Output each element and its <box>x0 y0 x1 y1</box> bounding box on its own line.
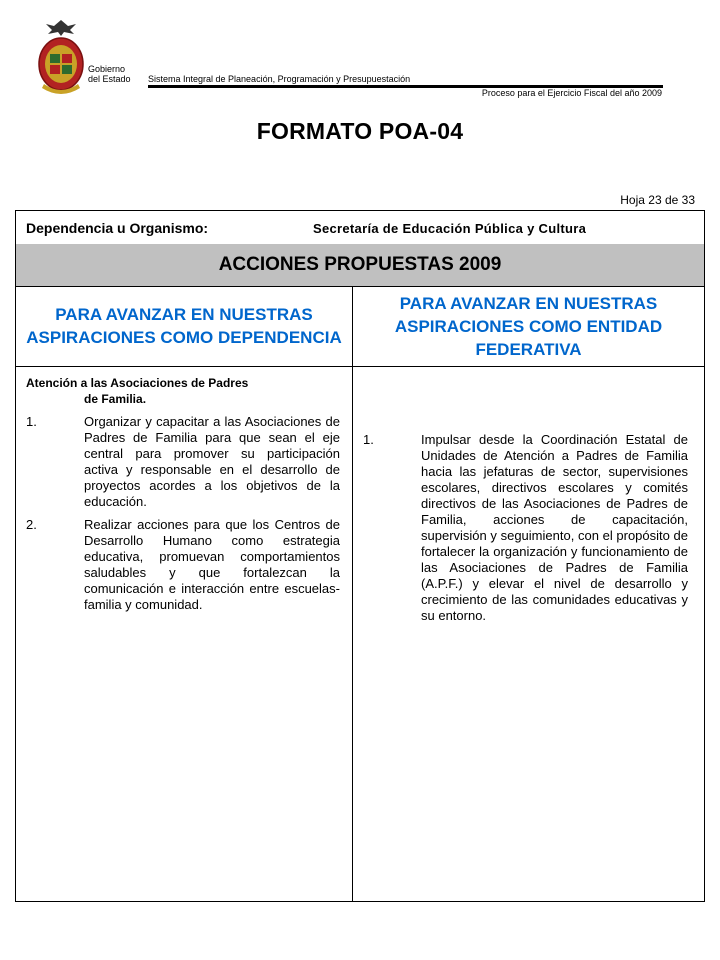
government-label <box>88 64 131 84</box>
dependency-label: Dependencia u Organismo: <box>26 220 209 236</box>
dependency-row <box>16 211 704 245</box>
state-seal-icon <box>36 18 86 98</box>
right-column-body <box>353 367 704 901</box>
left-column-body <box>16 367 353 901</box>
right-column-header <box>353 286 704 367</box>
dependency-value: Secretaría de Educación Pública y Cultura <box>313 221 587 236</box>
process-label: Proceso para el Ejercicio Fiscal del año 2009 <box>481 88 662 98</box>
left-subheading-line-1: Atención a las Asociaciones de Padres <box>26 376 249 390</box>
list-item <box>363 432 688 624</box>
list-item <box>26 517 340 613</box>
item-text: Impulsar desde la Coordinación Estatal de Unidades de Atención a Padres de Familia hacia las jefaturas de sector, supervisiones escolares, directivos escolares y comités directivos de las Asociaciones de Padres de Familia, acciones de capacitación, supervisión y seguimiento, con el propósito de fortalecer la organización y funcionamiento de las Asociaciones de Padres de Familia (A.P.F.) y elevar el nivel de desarrollo y crecimiento de las comunidades educativas y su entorno. <box>421 432 688 623</box>
section-band: ACCIONES PROPUESTAS 2009 <box>16 244 704 287</box>
list-item <box>26 414 340 510</box>
left-column-header <box>16 286 353 367</box>
gov-line-1: Gobierno <box>88 64 126 74</box>
item-number: 2. <box>26 517 37 532</box>
left-column-header-text: PARA AVANZAR EN NUESTRAS ASPIRACIONES COMO DEPENDENCIA <box>26 305 342 347</box>
item-text: Realizar acciones para que los Centros de Desarrollo Humano como estrategia educativa, promuevan comportamientos saludables y que fortalezcan la comunicación e interacción entre escuelas-familia y comunidad. <box>84 517 340 612</box>
item-number: 1. <box>363 432 374 447</box>
item-text: Organizar y capacitar a las Asociaciones de Padres de Familia para que sean el eje central para promover su participación activa y responsable en el desarrollo de proyectos acordes a los objetivos de la educación. <box>84 414 340 509</box>
left-subheading-line-2: de Familia. <box>84 392 147 406</box>
system-name: Sistema Integral de Planeación, Programación y Presupuestación <box>148 74 411 84</box>
left-subheading <box>26 375 340 407</box>
page-number: Hoja 23 de 33 <box>620 193 695 207</box>
right-column-header-text: PARA AVANZAR EN NUESTRAS ASPIRACIONES COMO ENTIDAD FEDERATIVA <box>394 293 663 359</box>
item-number: 1. <box>26 414 37 429</box>
document-header <box>0 0 720 110</box>
page-title: FORMATO POA-04 <box>256 118 464 144</box>
gov-line-2: del Estado <box>88 74 131 84</box>
poa-form <box>15 210 705 902</box>
